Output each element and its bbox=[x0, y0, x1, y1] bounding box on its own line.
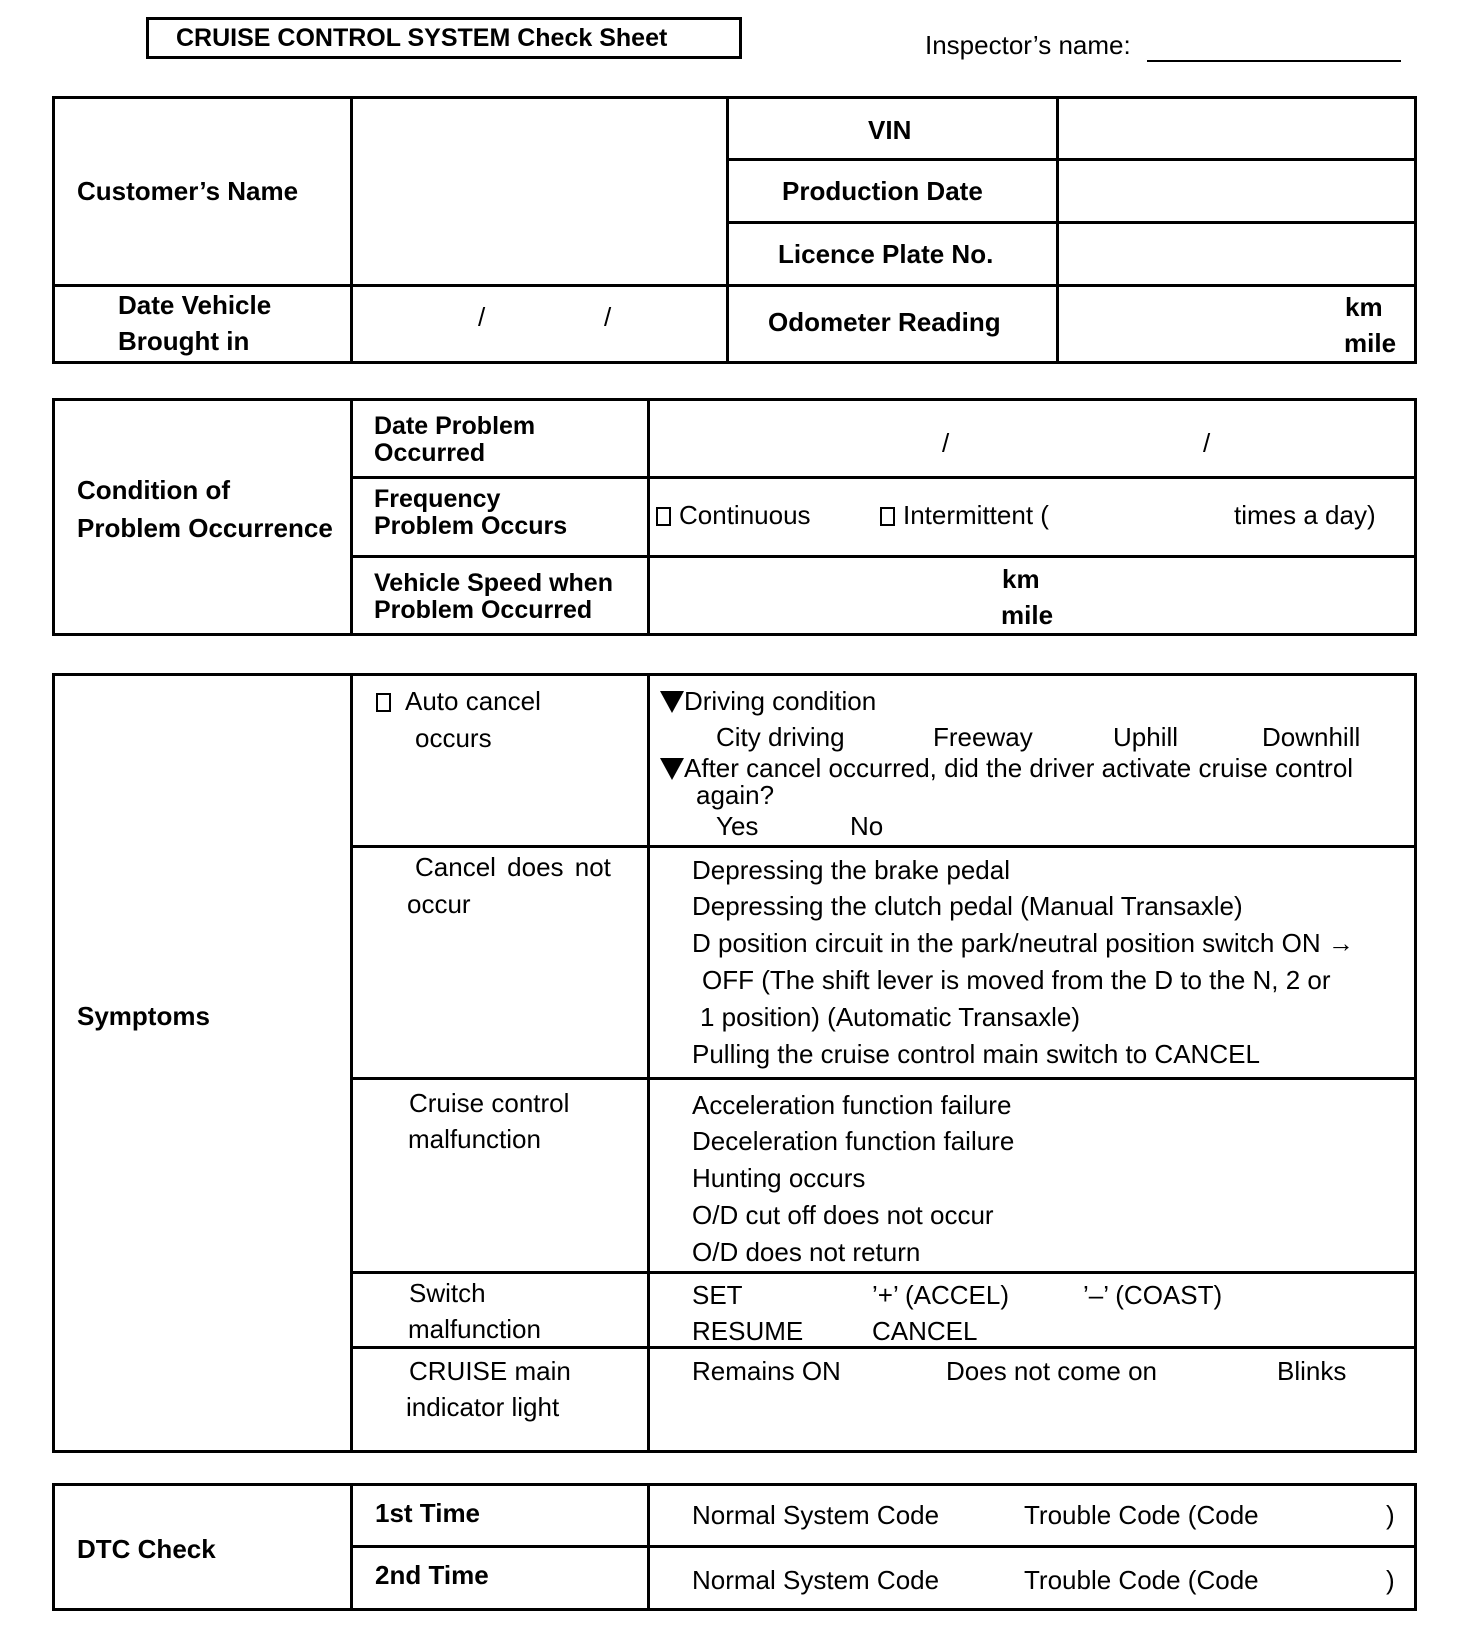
malfunction-label-line1: Cruise control bbox=[409, 1088, 570, 1118]
divider bbox=[726, 158, 1417, 161]
divider bbox=[647, 673, 650, 1453]
triangle-bullet-icon bbox=[660, 691, 684, 713]
divider bbox=[1056, 96, 1059, 364]
switch-set-option[interactable]: SET bbox=[692, 1280, 743, 1310]
date-problem-label-line2: Occurred bbox=[374, 439, 486, 467]
malfunction-item[interactable]: Deceleration function failure bbox=[692, 1126, 1015, 1156]
auto-cancel-option[interactable] bbox=[376, 686, 541, 717]
cancel-item-continuation: OFF (The shift lever is moved from the D to the N, 2 or bbox=[702, 965, 1331, 995]
symptoms-section-label: Symptoms bbox=[77, 1001, 210, 1031]
date-separator: / bbox=[478, 302, 486, 332]
condition-section-label-line2: Problem Occurrence bbox=[77, 513, 333, 543]
divider bbox=[350, 555, 1417, 558]
speed-label-line2: Problem Occurred bbox=[374, 596, 593, 624]
city-driving-option[interactable]: City driving bbox=[716, 722, 845, 752]
cancel-item-continuation: 1 position) (Automatic Transaxle) bbox=[700, 1002, 1081, 1032]
checkbox-icon[interactable] bbox=[880, 507, 895, 526]
first-normal-code-option[interactable]: Normal System Code bbox=[692, 1500, 940, 1530]
customer-name-label: Customer’s Name bbox=[77, 176, 299, 206]
divider bbox=[726, 96, 729, 364]
switch-label-line2: malfunction bbox=[408, 1314, 541, 1344]
divider bbox=[350, 476, 1417, 479]
indicator-label-line2: indicator light bbox=[406, 1392, 560, 1422]
cancel-item[interactable]: Depressing the brake pedal bbox=[692, 855, 1010, 885]
first-time-label: 1st Time bbox=[375, 1498, 481, 1528]
continuous-option[interactable] bbox=[656, 500, 811, 531]
indicator-label-line1: CRUISE main bbox=[409, 1356, 571, 1386]
date-problem-label-line1: Date Problem bbox=[374, 412, 536, 440]
page-title: CRUISE CONTROL SYSTEM Check Sheet bbox=[146, 17, 742, 59]
first-trouble-code-option[interactable]: Trouble Code (Code bbox=[1024, 1500, 1259, 1530]
odometer-unit-mile: mile bbox=[1344, 328, 1397, 358]
divider bbox=[350, 1077, 1417, 1080]
malfunction-item[interactable]: Acceleration function failure bbox=[692, 1090, 1012, 1120]
date-separator: / bbox=[604, 302, 612, 332]
frequency-label-line2: Problem Occurs bbox=[374, 512, 568, 540]
cancel-item[interactable]: D position circuit in the park/neutral position switch ON → bbox=[692, 928, 1354, 958]
checkbox-icon[interactable] bbox=[376, 693, 391, 712]
downhill-option[interactable]: Downhill bbox=[1262, 722, 1361, 752]
does-not-come-on-option[interactable]: Does not come on bbox=[946, 1356, 1158, 1386]
date-brought-in-label-line2: Brought in bbox=[118, 326, 250, 356]
malfunction-label-line2: malfunction bbox=[408, 1124, 541, 1154]
odometer-label: Odometer Reading bbox=[768, 307, 1001, 337]
speed-unit-mile: mile bbox=[1001, 600, 1054, 630]
divider bbox=[726, 221, 1417, 224]
divider bbox=[350, 1545, 1417, 1548]
second-trouble-code-option[interactable]: Trouble Code (Code bbox=[1024, 1565, 1259, 1595]
divider bbox=[52, 284, 1417, 287]
driving-condition-row bbox=[660, 686, 876, 717]
condition-section-label-line1: Condition of bbox=[77, 475, 231, 505]
auto-cancel-label-line2: occurs bbox=[415, 723, 492, 753]
intermittent-label: Intermittent ( bbox=[903, 500, 1049, 530]
remains-on-option[interactable]: Remains ON bbox=[692, 1356, 841, 1386]
malfunction-item[interactable]: Hunting occurs bbox=[692, 1163, 866, 1193]
continuous-label: Continuous bbox=[679, 500, 811, 530]
yes-option[interactable]: Yes bbox=[716, 811, 759, 841]
uphill-option[interactable]: Uphill bbox=[1113, 722, 1179, 752]
vin-field[interactable] bbox=[1062, 100, 1412, 155]
freeway-option[interactable]: Freeway bbox=[933, 722, 1033, 752]
divider bbox=[350, 96, 353, 364]
no-option[interactable]: No bbox=[850, 811, 884, 841]
after-cancel-question: After cancel occurred, did the driver activate cruise control bbox=[684, 753, 1354, 783]
switch-cancel-option[interactable]: CANCEL bbox=[872, 1316, 978, 1346]
licence-plate-label: Licence Plate No. bbox=[778, 239, 994, 269]
odometer-unit-km: km bbox=[1345, 292, 1383, 322]
divider bbox=[350, 845, 1417, 848]
times-a-day-label: times a day) bbox=[1234, 500, 1376, 530]
second-time-label: 2nd Time bbox=[375, 1560, 489, 1590]
customer-name-field[interactable] bbox=[356, 100, 722, 282]
switch-label-line1: Switch bbox=[409, 1278, 486, 1308]
driving-condition-label: Driving condition bbox=[684, 686, 877, 716]
second-code-close-paren: ) bbox=[1386, 1565, 1395, 1595]
auto-cancel-label: Auto cancel bbox=[405, 686, 541, 716]
dtc-section-label: DTC Check bbox=[77, 1534, 216, 1564]
inspector-label: Inspector’s name: bbox=[925, 30, 1131, 60]
production-date-field[interactable] bbox=[1062, 163, 1412, 218]
date-brought-in-label-line1: Date Vehicle bbox=[118, 290, 272, 320]
switch-resume-option[interactable]: RESUME bbox=[692, 1316, 804, 1346]
second-normal-code-option[interactable]: Normal System Code bbox=[692, 1565, 940, 1595]
cancel-not-occur-label-line2: occur bbox=[407, 889, 471, 919]
divider bbox=[350, 398, 353, 636]
checkbox-icon[interactable] bbox=[656, 507, 671, 526]
divider bbox=[350, 673, 353, 1453]
intermittent-option[interactable] bbox=[880, 500, 1049, 531]
licence-plate-field[interactable] bbox=[1062, 226, 1412, 281]
date-separator: / bbox=[1203, 428, 1211, 458]
malfunction-item[interactable]: O/D cut off does not occur bbox=[692, 1200, 994, 1230]
date-separator: / bbox=[942, 428, 950, 458]
vin-label: VIN bbox=[868, 115, 912, 145]
divider bbox=[647, 398, 650, 636]
blinks-option[interactable]: Blinks bbox=[1277, 1356, 1347, 1386]
cancel-item[interactable]: Depressing the clutch pedal (Manual Transaxle) bbox=[692, 891, 1243, 921]
after-cancel-question-line2: again? bbox=[696, 780, 775, 810]
inspector-name-field[interactable] bbox=[1147, 60, 1401, 62]
frequency-label-line1: Frequency bbox=[374, 485, 501, 513]
divider bbox=[350, 1271, 1417, 1274]
first-code-close-paren: ) bbox=[1386, 1500, 1395, 1530]
cancel-item[interactable]: Pulling the cruise control main switch to CANCEL bbox=[692, 1039, 1260, 1069]
speed-unit-km: km bbox=[1002, 564, 1040, 594]
cancel-not-occur-label-line1: Cancel does not bbox=[415, 852, 611, 882]
switch-coast-option[interactable]: ’–’ (COAST) bbox=[1083, 1280, 1223, 1310]
malfunction-item[interactable]: O/D does not return bbox=[692, 1237, 921, 1267]
switch-accel-option[interactable]: ’+’ (ACCEL) bbox=[872, 1280, 1010, 1310]
production-date-label: Production Date bbox=[782, 176, 983, 206]
speed-label-line1: Vehicle Speed when bbox=[374, 569, 613, 597]
triangle-bullet-icon bbox=[660, 758, 684, 780]
